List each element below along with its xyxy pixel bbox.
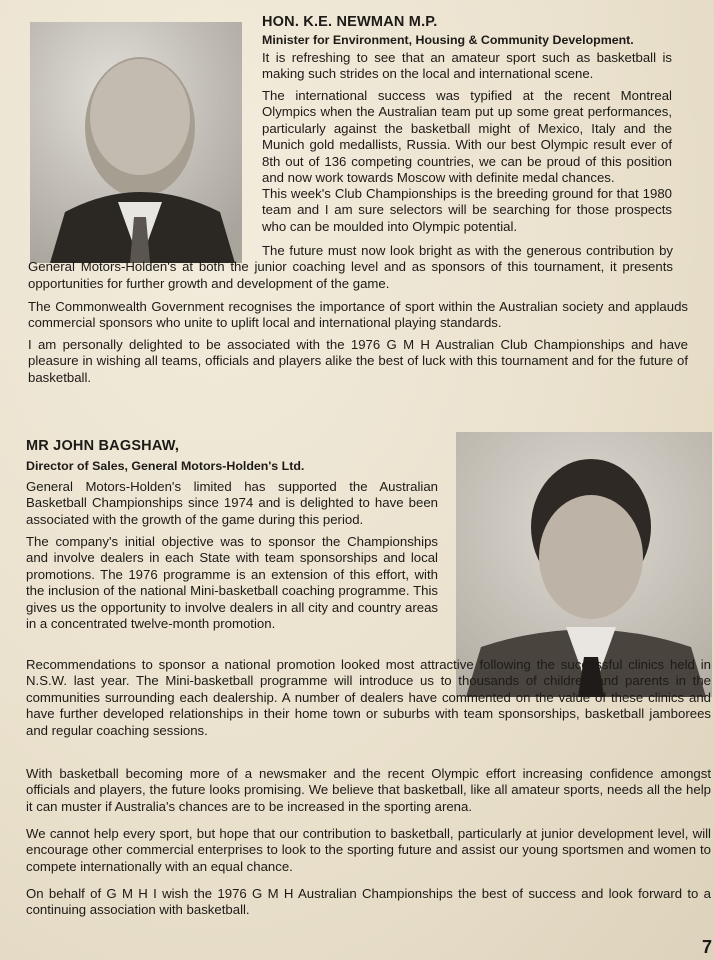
paragraph: The Commonwealth Government recognises the importance of sport within the Australian society and applauds commercial sponsors who unite to uplift local and international playing standards. (28, 299, 688, 331)
paragraph: This week's Club Championships is the breeding ground for that 1980 team and I am sure selectors will be searching for those prospects who can be moulded into Olympic potential. (262, 186, 672, 234)
paragraph: It is refreshing to see that an amateur sport such as basketball is making such strides on the local and international scene. (262, 50, 672, 82)
portrait-photo-newman (30, 22, 242, 263)
page-number: 7 (701, 937, 712, 957)
paragraph: The company's initial objective was to sponsor the Championships and involve dealers in each State with team sponsorships and local promotions. The 1976 programme is an extension of this effort, with the inclusion of the national Mini-basketball coaching programme. This gives us the opportunity to involve dealers in all city and country areas in a concentrated twelve-month promotion. (26, 534, 438, 632)
paragraph: The future must now look bright as with the generous contribution by General Motors-Holden's at both the junior coaching level and as sponsors of this tournament, it presents opportunities for further growth and development of the game. (28, 243, 673, 291)
paragraph: The international success was typified at the recent Montreal Olympics when the Australian team put up some great performances, particularly against the basketball might of Mexico, Italy and the Munich gold medallists, Russia. With our best Olympic result ever of 8th out of 136 competing countries, we can be proud of this position and now work towards Moscow with definite medal chances. (262, 88, 672, 186)
speaker-title-newman: Minister for Environment, Housing & Community Development. (262, 33, 634, 47)
paragraph: With basketball becoming more of a newsmaker and the recent Olympic effort increasing confidence amongst officials and players, the future looks promising. We believe that basketball, like all amateur sports, needs all the help it can muster if Australia's chances are to be increased in the sporting arena. (26, 766, 711, 814)
speaker-title-bagshaw: Director of Sales, General Motors-Holden's Ltd. (26, 459, 305, 473)
paragraph: I am personally delighted to be associated with the 1976 G M H Australian Club Championships and have pleasure in wishing all teams, officials and players alike the best of luck with this tournament and for the future of basketball. (28, 337, 688, 385)
paragraph: General Motors-Holden's limited has supported the Australian Basketball Championships since 1974 and is delighted to have been associated with the growth of the game during this period. (26, 479, 438, 527)
paragraph: We cannot help every sport, but hope that our contribution to basketball, particularly at junior development level, will encourage other commercial enterprises to look to the sporting future and assist our young sportsmen and women to compete internationally with an equal chance. (26, 826, 711, 874)
paragraph: On behalf of G M H I wish the 1976 G M H Australian Championships the best of success and look forward to a continuing association with basketball. (26, 886, 711, 918)
speaker-name-bagshaw: MR JOHN BAGSHAW, (26, 438, 180, 454)
speaker-name-newman: HON. K.E. NEWMAN M.P. (262, 14, 438, 30)
paragraph: Recommendations to sponsor a national promotion looked most attractive following the successful clinics held in N.S.W. last year. The Mini-basketball programme will introduce us to thousands of children and parents in the communities surrounding each dealership. A number of dealers have commented on the value of these clinics and have further developed relationships in their home town or suburbs with team sponsorships, basketball jamborees and regular coaching sessions. (26, 657, 711, 738)
